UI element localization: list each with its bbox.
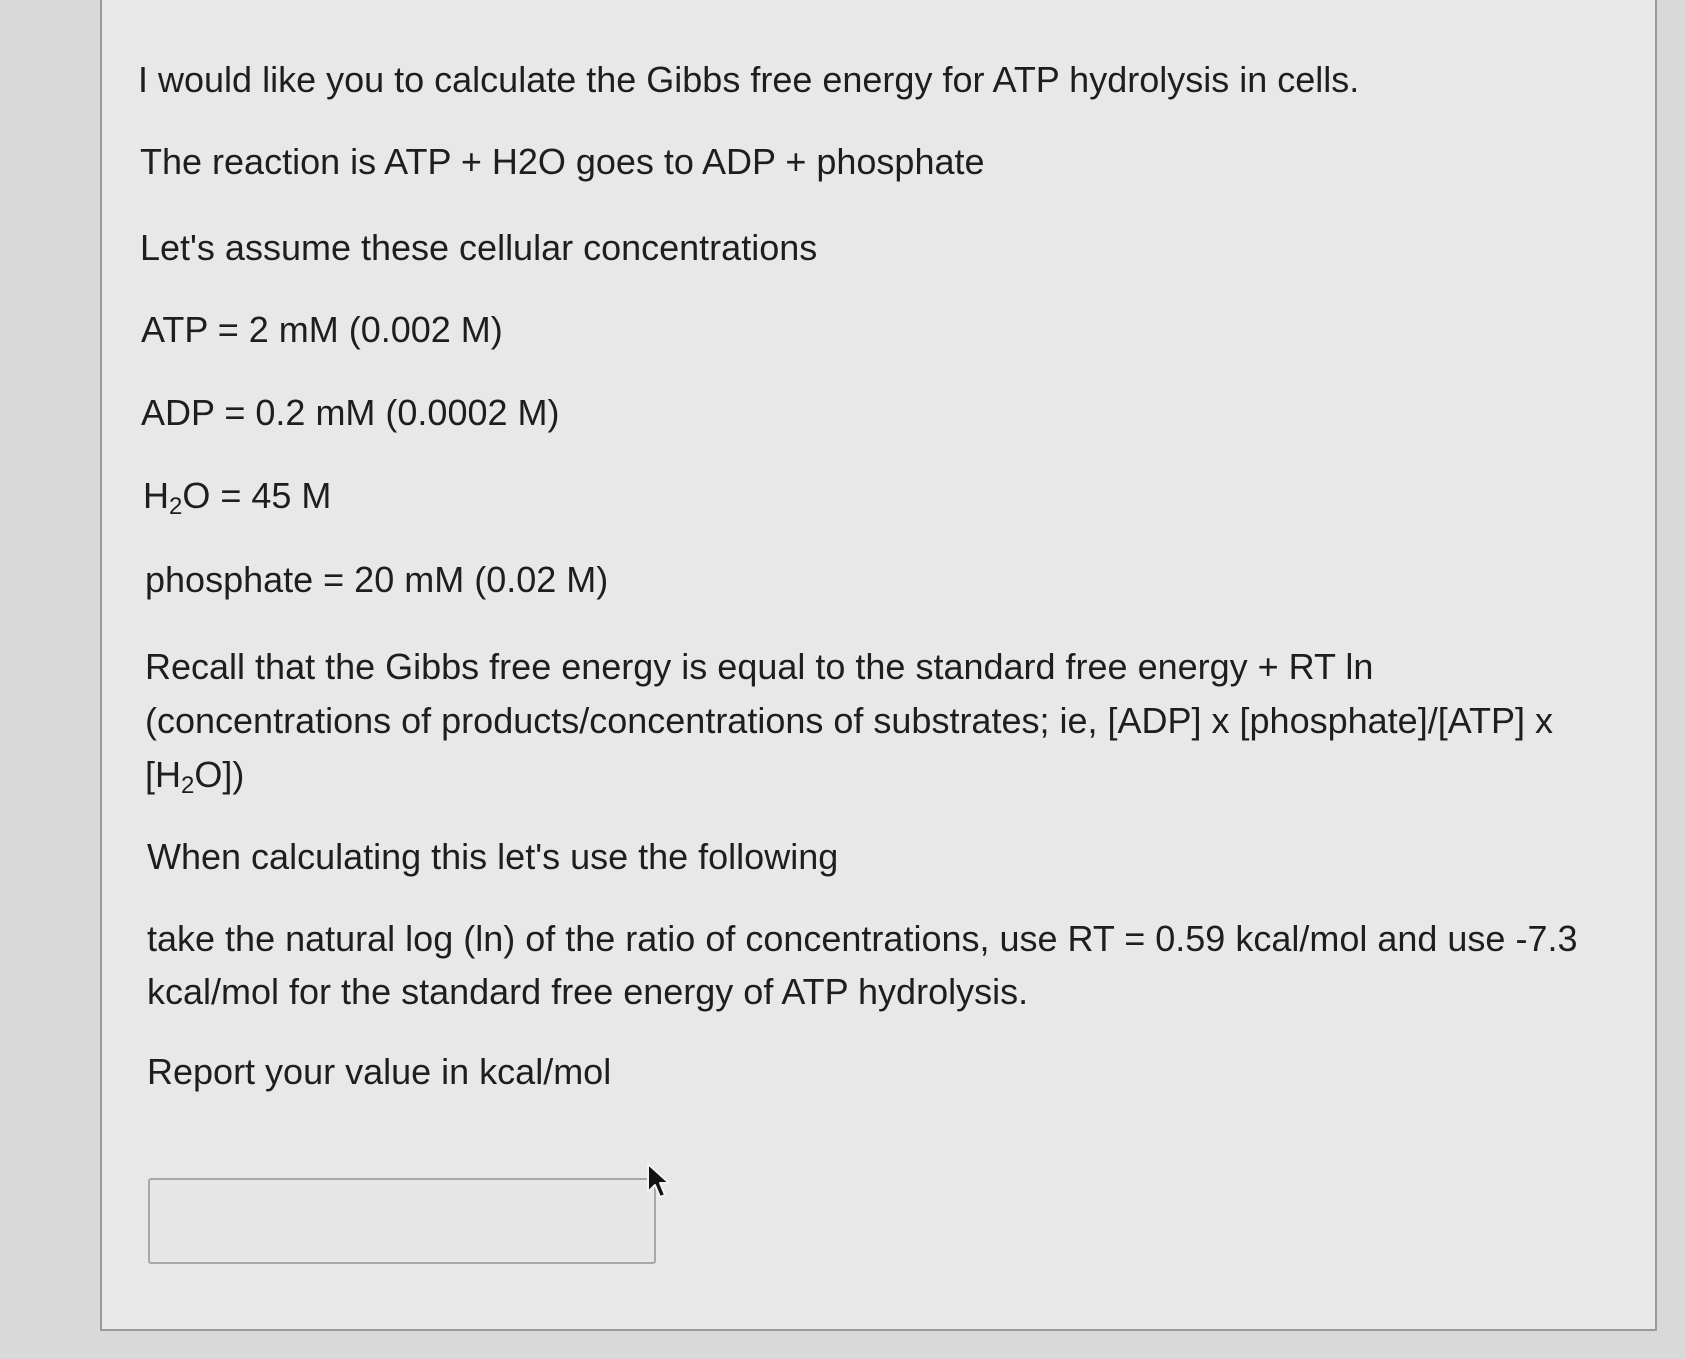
mouse-pointer-icon	[646, 1162, 672, 1202]
report-units-text: Report your value in kcal/mol	[147, 1051, 612, 1092]
adp-concentration: ADP = 0.2 mM (0.0002 M)	[141, 392, 560, 433]
instructions-line-1: take the natural log (ln) of the ratio of concentrations, use RT = 0.59 kcal/mol and use -7.3	[147, 918, 1578, 959]
recall-line-1: Recall that the Gibbs free energy is equal to the standard free energy + RT ln	[145, 646, 1374, 687]
h2o-concentration: $H_2O = 45$ M	[143, 475, 332, 520]
recall-line-3: $[H_2O]$)	[145, 754, 245, 799]
question-intro: I would like you to calculate the Gibbs free energy for ATP hydrolysis in cells.	[138, 59, 1360, 100]
atp-concentration: ATP = 2 mM (0.002 M)	[141, 309, 503, 350]
reaction-text: The reaction is ATP + H2O goes to ADP + phosphate	[140, 141, 985, 182]
assumption-text: Let's assume these cellular concentrations	[140, 227, 818, 268]
instructions-line-2: kcal/mol for the standard free energy of ATP hydrolysis.	[147, 971, 1029, 1012]
phosphate-concentration: phosphate = 20 mM (0.02 M)	[145, 559, 609, 600]
when-calculating-text: When calculating this let's use the following	[147, 836, 839, 877]
answer-input[interactable]	[148, 1178, 656, 1264]
recall-line-2: (concentrations of products/concentrations of substrates; ie, [ADP] x [phosphate]/[ATP] x	[145, 700, 1554, 741]
